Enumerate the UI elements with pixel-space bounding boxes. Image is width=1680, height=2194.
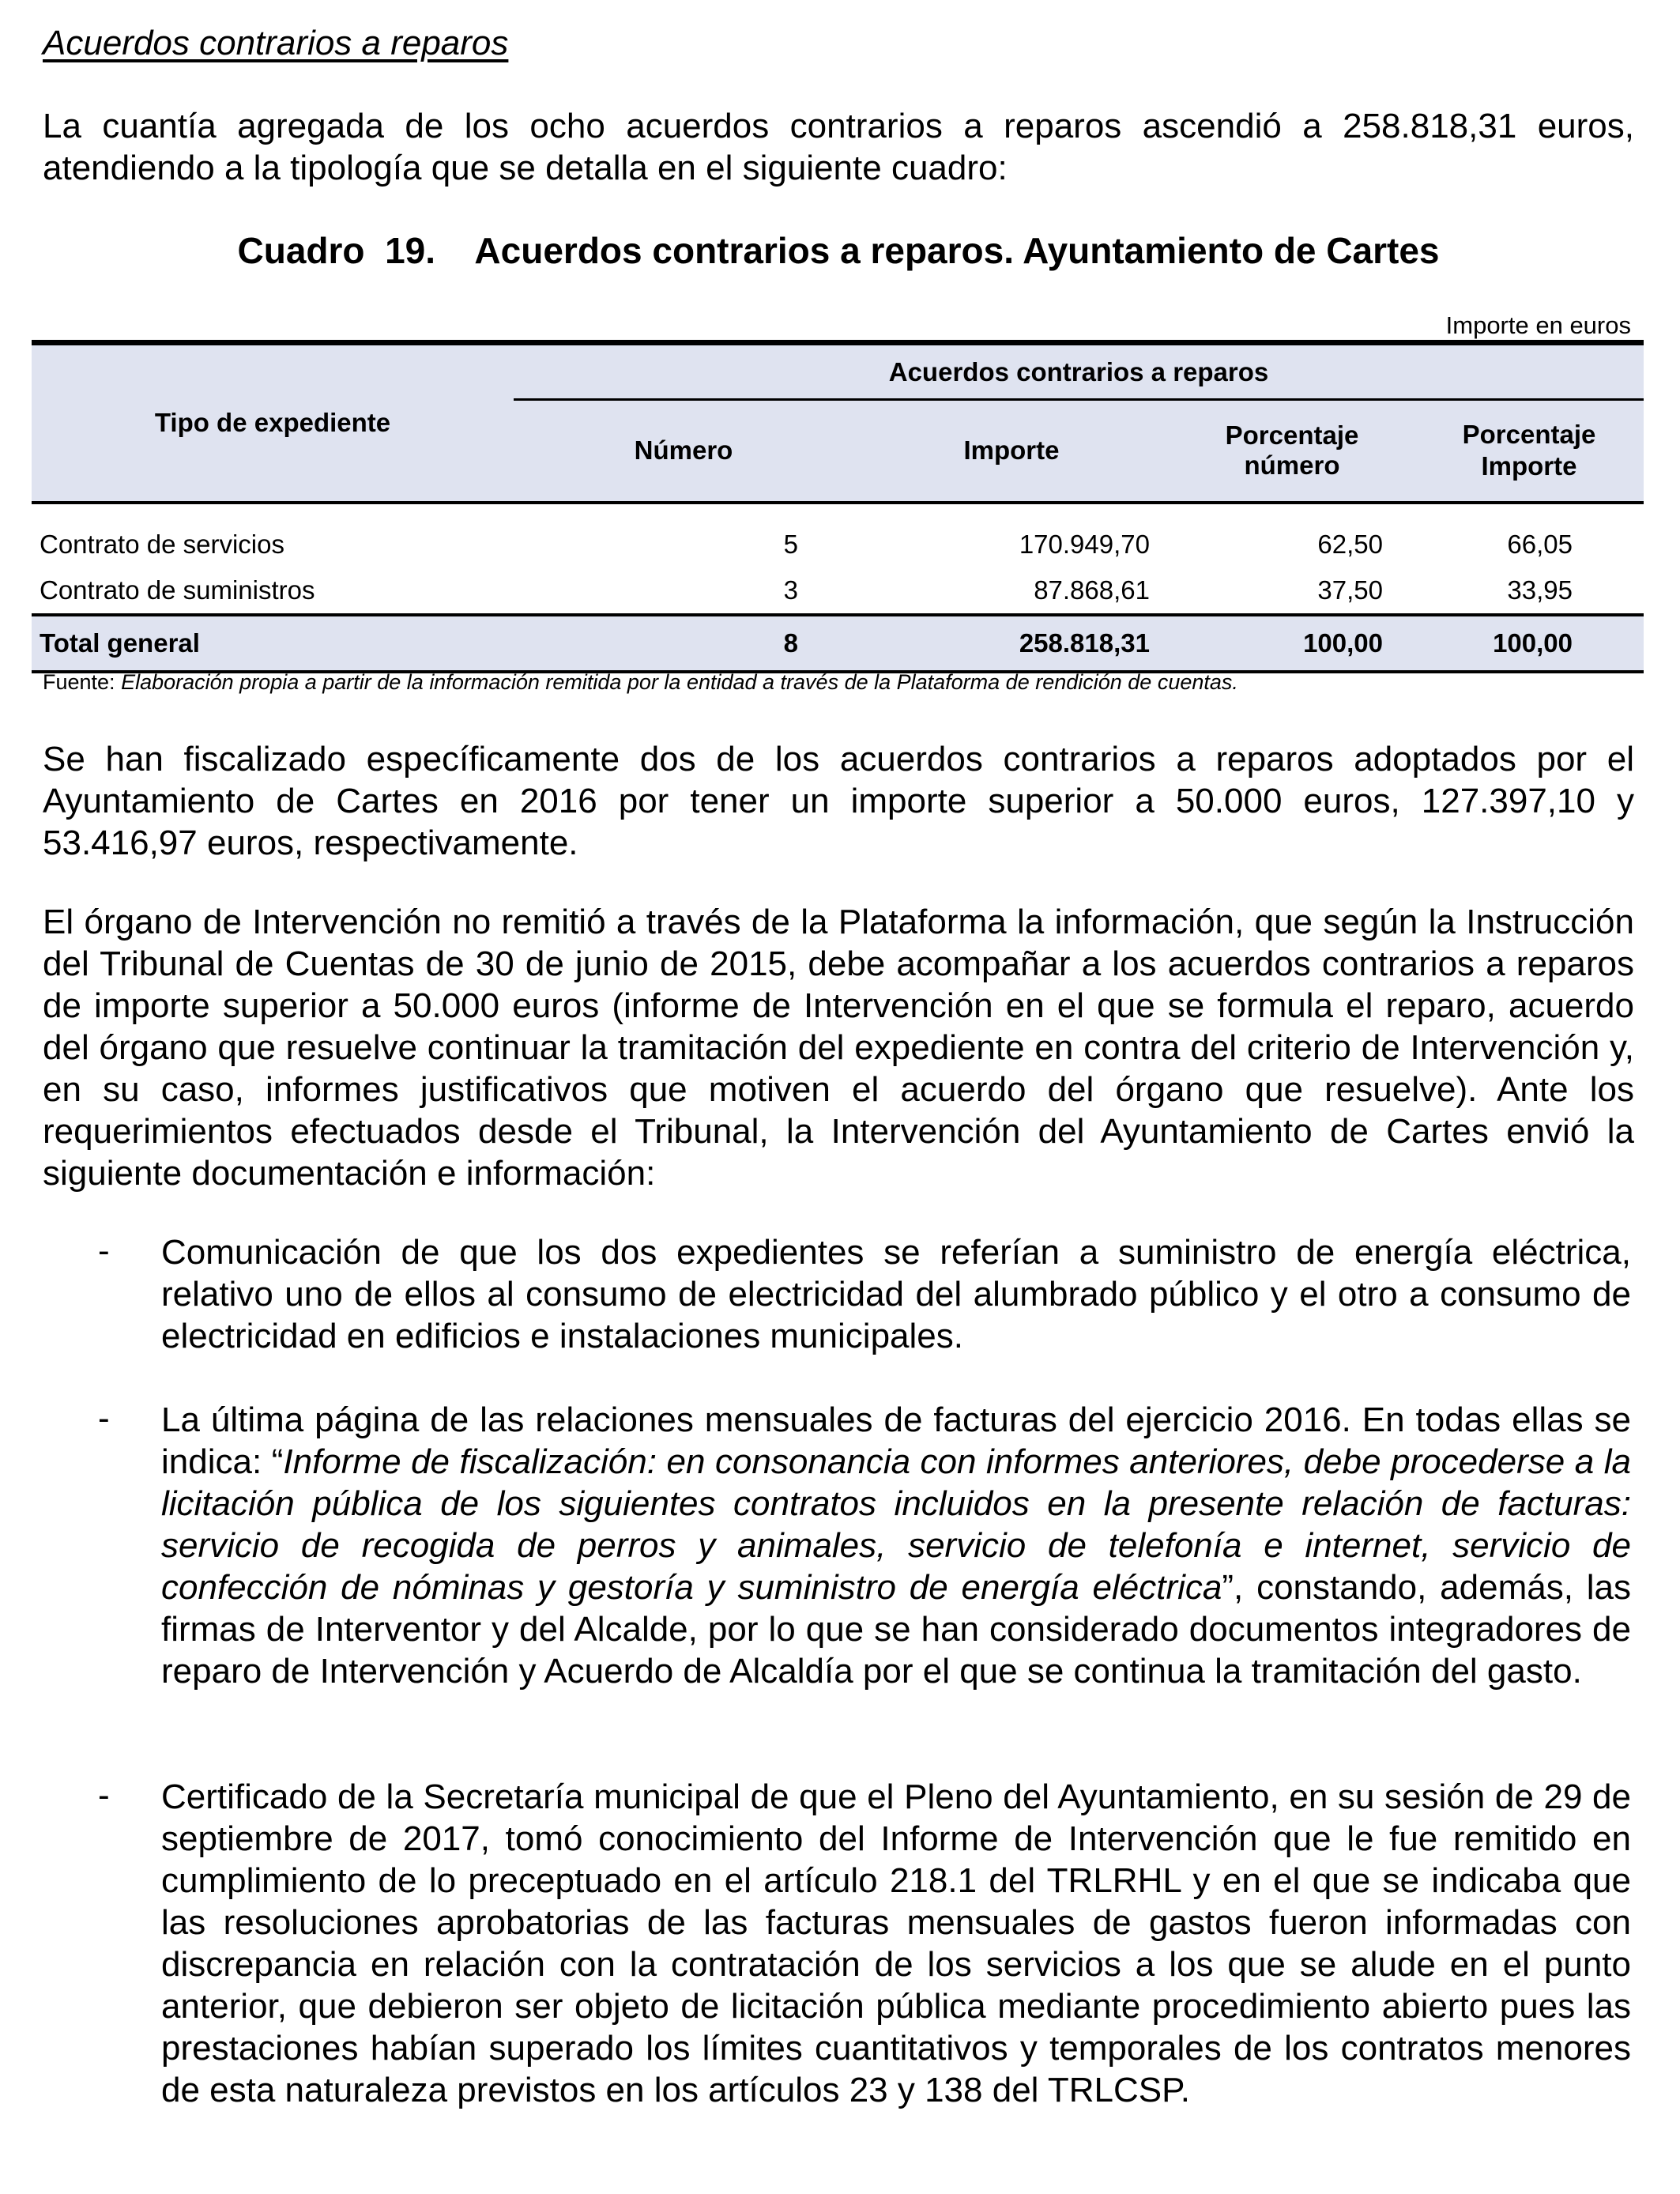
table-caption: Cuadro 19. Acuerdos contrarios a reparos. Ayuntamiento de Cartes: [237, 230, 1440, 271]
units-note: Importe en euros: [1445, 311, 1631, 339]
total-numero: 8: [514, 615, 853, 672]
paragraph-2: Se han fiscalizado específicamente dos de los acuerdos contrarios a reparos adoptados por el Ayuntamiento de Cartes en 2016 por tener un importe superior a 50.000 euros, 127.397,10 y 53.416,97 euros, respectivamente.: [43, 740, 1634, 862]
cell-pct-importe: 33,95: [1507, 575, 1573, 605]
cell-importe: 87.868,61: [1034, 575, 1150, 605]
total-pct-importe: 100,00: [1414, 615, 1644, 672]
cell-numero: 5: [783, 529, 798, 559]
header-pct-importe-line1: Porcentaje: [1462, 420, 1596, 450]
cell-numero: 3: [783, 575, 798, 605]
cell-pct-numero: 62,50: [1317, 529, 1383, 559]
bullet-2-outro: ”, constando, además, las firmas de Interventor y del Alcalde, por lo que se han considerado documentos integradores de reparo de Intervención y Acuerdo de Alcaldía por el que se continua la tramitación del gasto.: [161, 1568, 1631, 1691]
header-tipo: Tipo de expediente: [32, 343, 514, 503]
bullet-2-text: [161, 1399, 1631, 1692]
intro-paragraph-line-1: La cuantía agregada de los ocho acuerdos contrarios a reparos ascendió a 258.818,31 euros,: [43, 107, 1634, 145]
cell-pct-importe: 66,05: [1507, 529, 1573, 559]
cell-tipo: Contrato de servicios: [40, 529, 284, 559]
bullet-3-text: Certificado de la Secretaría municipal de que el Pleno del Ayuntamiento, en su sesión de 29 de septiembre de 2017, tomó conocimiento del Informe de Intervención que le fue remitido en cumplimiento de lo preceptuado en el artículo 218.1 del TRLRHL y en el que se indicaba que las resoluciones aprobatorias de las facturas mensuales de gastos fueron informadas con discrepancia en relación con la contratación de los servicios a los que se alude en el punto anterior, que debieron ser objeto de licitación pública mediante procedimiento abierto pues las prestaciones habían superado los límites cuantitativos y temporales de los contratos menores de esta naturaleza previstos en los artículos 23 y 138 del TRLCSP.: [161, 1777, 1631, 2109]
total-importe: 258.818,31: [853, 615, 1170, 672]
cell-pct-numero: 37,50: [1317, 575, 1383, 605]
header-pct-importe: [1414, 400, 1644, 503]
table-row: [32, 522, 1644, 567]
header-numero: Número: [514, 400, 853, 503]
source-text: Elaboración propia a partir de la información remitida por la entidad a través de la Plataforma de rendición de cuentas.: [121, 670, 1238, 694]
table-source: [43, 670, 1238, 695]
source-label: Fuente:: [43, 670, 115, 694]
reparos-table: [32, 340, 1644, 673]
cell-tipo: Contrato de suministros: [40, 575, 315, 605]
header-importe: Importe: [853, 400, 1170, 503]
bullet-dash-1: -: [98, 1231, 110, 1270]
total-pct-numero: 100,00: [1170, 615, 1414, 672]
paragraph-3: El órgano de Intervención no remitió a través de la Plataforma la información, que según la Instrucción del Tribunal de Cuentas de 30 de junio de 2015, debe acompañar a los acuerdos contrarios a reparos de importe superior a 50.000 euros (informe de Intervención en el que se formula el reparo, acuerdo del órgano que resuelve continuar la tramitación del expediente en contra del criterio de Intervención y, en su caso, informes justificativos que motiven el acuerdo del órgano que resuelve). Ante los requerimientos efectuados desde el Tribunal, la Intervención del Ayuntamiento de Cartes envió la siguiente documentación e información:: [43, 903, 1634, 1193]
table-row: [32, 567, 1644, 615]
bullet-1-text: Comunicación de que los dos expedientes se referían a suministro de energía eléctrica, relativo uno de ellos al consumo de electricidad del alumbrado público y el otro a consumo de electricidad en edificios e instalaciones municipales.: [161, 1233, 1631, 1355]
total-tipo: Total general: [32, 615, 514, 672]
header-pct-numero: Porcentaje número: [1170, 400, 1414, 503]
bullet-dash-3: -: [98, 1776, 110, 1815]
header-group: Acuerdos contrarios a reparos: [514, 343, 1644, 400]
header-pct-importe-line2: Importe: [1481, 451, 1577, 481]
bullet-dash-2: -: [98, 1399, 110, 1438]
section-title: Acuerdos contrarios a reparos: [43, 24, 509, 62]
intro-paragraph-line-2: atendiendo a la tipología que se detalla en el siguiente cuadro:: [43, 149, 1008, 187]
cell-importe: 170.949,70: [1019, 529, 1150, 559]
table-total-row: [32, 615, 1644, 672]
bullet-2-quote: Informe de fiscalización: en consonancia con informes anteriores, debe procederse a la licitación pública de los siguientes contratos incluidos en la presente relación de facturas: servicio de recogida de perros y animales, servicio de telefonía e internet, servicio de confección de nóminas y gestoría y suministro de energía eléctrica: [161, 1442, 1631, 1607]
bullet-2-intro: La última página de las relaciones mensuales de facturas del ejercicio 2016. En todas ellas se indica: “: [161, 1400, 1631, 1481]
